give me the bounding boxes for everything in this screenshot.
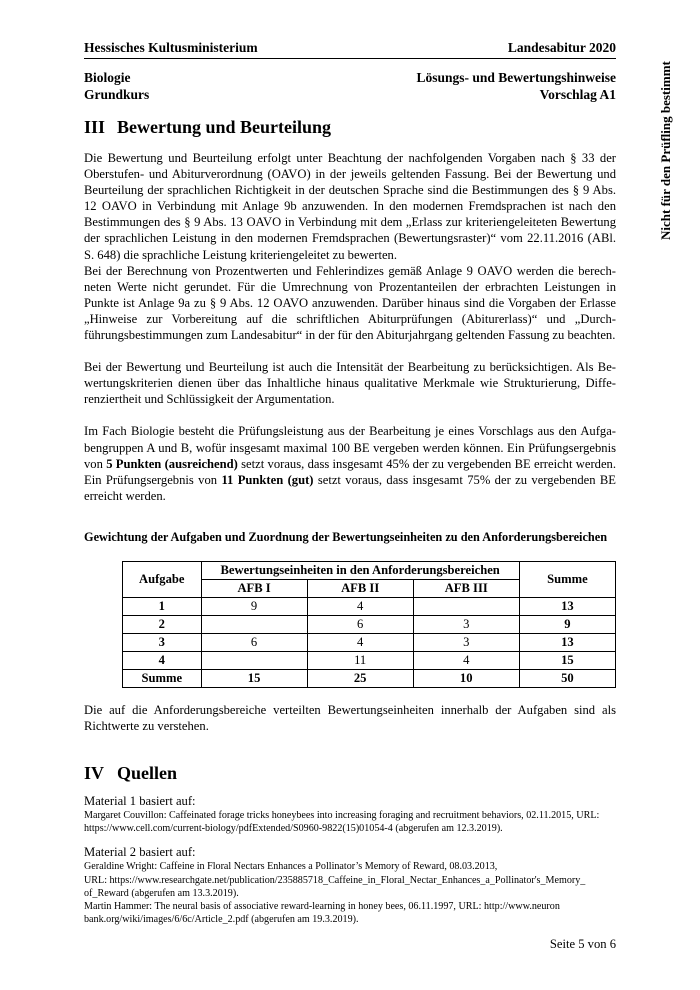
source-entry: Margaret Couvillon: Caffeinated forage tricks honeybees into increasing foraging and recruitment behaviors, 02.11.2015, URL: https://www.cell.com/current-biology/pdfExtended/S0960-9822(15)01054-4 (abgerufen am 12.3.2019). (84, 810, 600, 835)
document-page (84, 40, 616, 926)
emphasis: 5 Punkten (ausreichend) (106, 456, 238, 471)
section-title: Bewertung und Beurteilung (117, 117, 332, 137)
section-title: Quellen (117, 763, 178, 784)
table-row: 1 9 4 13 (123, 597, 616, 615)
subheader (84, 69, 616, 103)
col-header-afb2: AFB II (307, 579, 413, 597)
section-number: IV (84, 763, 105, 784)
col-header-summe: Summe (519, 561, 615, 597)
source-entry: Martin Hammer: The neural basis of associative reward-learning in honey bees, 06.11.1997, URL: http://www.neuron bank.org/wiki/images/6/6c/Article_2.pdf (abgerufen am 19.3.2019). (84, 901, 560, 926)
col-header-aufgabe: Aufgabe (123, 561, 202, 597)
section-heading-4 (84, 762, 616, 784)
source-entry: Geraldine Wright: Caffeine in Floral Nectars Enhances a Pollinator’s Memory of Reward, 08.03.2013, (84, 861, 498, 873)
grading-table (122, 561, 616, 688)
doc-type: Lösungs- und Bewertungshinweise (416, 70, 616, 85)
paragraph: Im Fach Biologie besteht die Prüfungsleistung aus der Bearbeitung je eines Vorschlags aus den Aufgabengruppen A und B, wofür insgesamt maximal 100 BE vergeben werden können. Ein Prüfungsergebnis von 5 Punkten (ausreichend) setzt voraus, dass insgesamt 45% der zu vergebenden BE erreicht werden. Ein Prüfungsergebnis von 11 Punkten (gut) setzt voraus, dass insgesamt 75% der zu vergebenden BE erreicht werden. (84, 424, 616, 503)
source-title: Material 2 basiert auf: (84, 845, 196, 860)
header-ministry: Hessisches Kultusministerium (84, 40, 258, 55)
table-row: 2 6 3 9 (123, 615, 616, 633)
table-total-row: Summe 15 25 10 50 (123, 669, 616, 687)
paragraph: Bei der Berechnung von Prozentwerten und Fehlerindizes gemäß Anlage 9 OAVO werden die berechneten Werte nicht gerundet. Für die Umrechnung von Prozentanteilen der erbrachten Leistungen in Punkte ist Anlage 9a zu § 9 Abs. 12 OAVO anzuwenden. Darüber hinaus sind die Vorgaben der Erlasse „Hinweise zur Vorbereitung auf die schriftlichen Abiturprüfungen (Abiturerlass)“ und „Durchführungsbestimmungen zum Landesabitur“ in der für den Abiturjahrgang geltenden Fassung zu beachten. (84, 263, 616, 343)
table-row: 4 11 4 15 (123, 651, 616, 669)
source-title: Material 1 basiert auf: (84, 794, 196, 809)
source-entry: URL: https://www.researchgate.net/publication/235885718_Caffeine_in_Floral_Nectar_Enhances_a_Pollinator's_Memory_ of_Reward (abgerufen am 13.3.2019). (84, 874, 586, 899)
paragraph: Die Bewertung und Beurteilung erfolgt unter Beachtung der nachfolgenden Vorgaben nach § 33 der Oberstufen- und Abiturverordnung (OAVO) in der jeweils geltenden Fassung. Bei der Bewertung und Beurteilung der sprachlichen Richtigkeit in der deutschen Sprache sind die Bestimmungen des § 9 Abs. 12 OAVO in Verbindung mit Anlage 9b anzuwenden. In den modernen Fremdsprachen ist nach den Bestimmungen des § 9 Abs. 13 OAVO in Verbindung mit dem „Erlass zur kriteriengeleiteten Bewertung der sprachlichen Leistung in den modernen Fremdsprachen (Bewertungsraster)“ vom 22.11.2016 (ABl. S. 648) die sprachliche Leistung kriteriengeleitet zu bewerten. (84, 151, 616, 262)
col-header-afb1: AFB I (201, 579, 307, 597)
section-number: III (84, 117, 106, 137)
table-caption: Gewichtung der Aufgaben und Zuordnung der Bewertungseinheiten zu den Anforderungsbereichen (84, 529, 608, 544)
table-row: 3 6 4 3 13 (123, 633, 616, 651)
col-header-afb3: AFB III (413, 579, 519, 597)
subject: Biologie (84, 70, 131, 85)
paragraph: Die auf die Anforderungsbereiche verteilten Bewertungseinheiten innerhalb der Aufgaben sind als Richtwerte zu verstehen. (84, 702, 616, 733)
page-header (84, 40, 616, 59)
proposal: Vorschlag A1 (539, 87, 616, 102)
course: Grundkurs (84, 87, 150, 102)
header-exam: Landesabitur 2020 (507, 40, 616, 55)
col-header-group: Bewertungseinheiten in den Anforderungsbereichen (201, 561, 519, 579)
page-number: Seite 5 von 6 (549, 937, 616, 951)
section-heading-3 (84, 116, 616, 138)
side-note: Nicht für den Prüfling bestimmt (658, 61, 673, 240)
paragraph: Bei der Bewertung und Beurteilung ist auch die Intensität der Bearbeitung zu berücksichtigen. Als Bewertungskriterien dienen über das Inhaltliche hinaus qualitative Merkmale wie Strukturierung, Differenziertheit und Schlüssigkeit der Argumentation. (84, 360, 616, 407)
emphasis: 11 Punkten (gut) (221, 472, 314, 487)
